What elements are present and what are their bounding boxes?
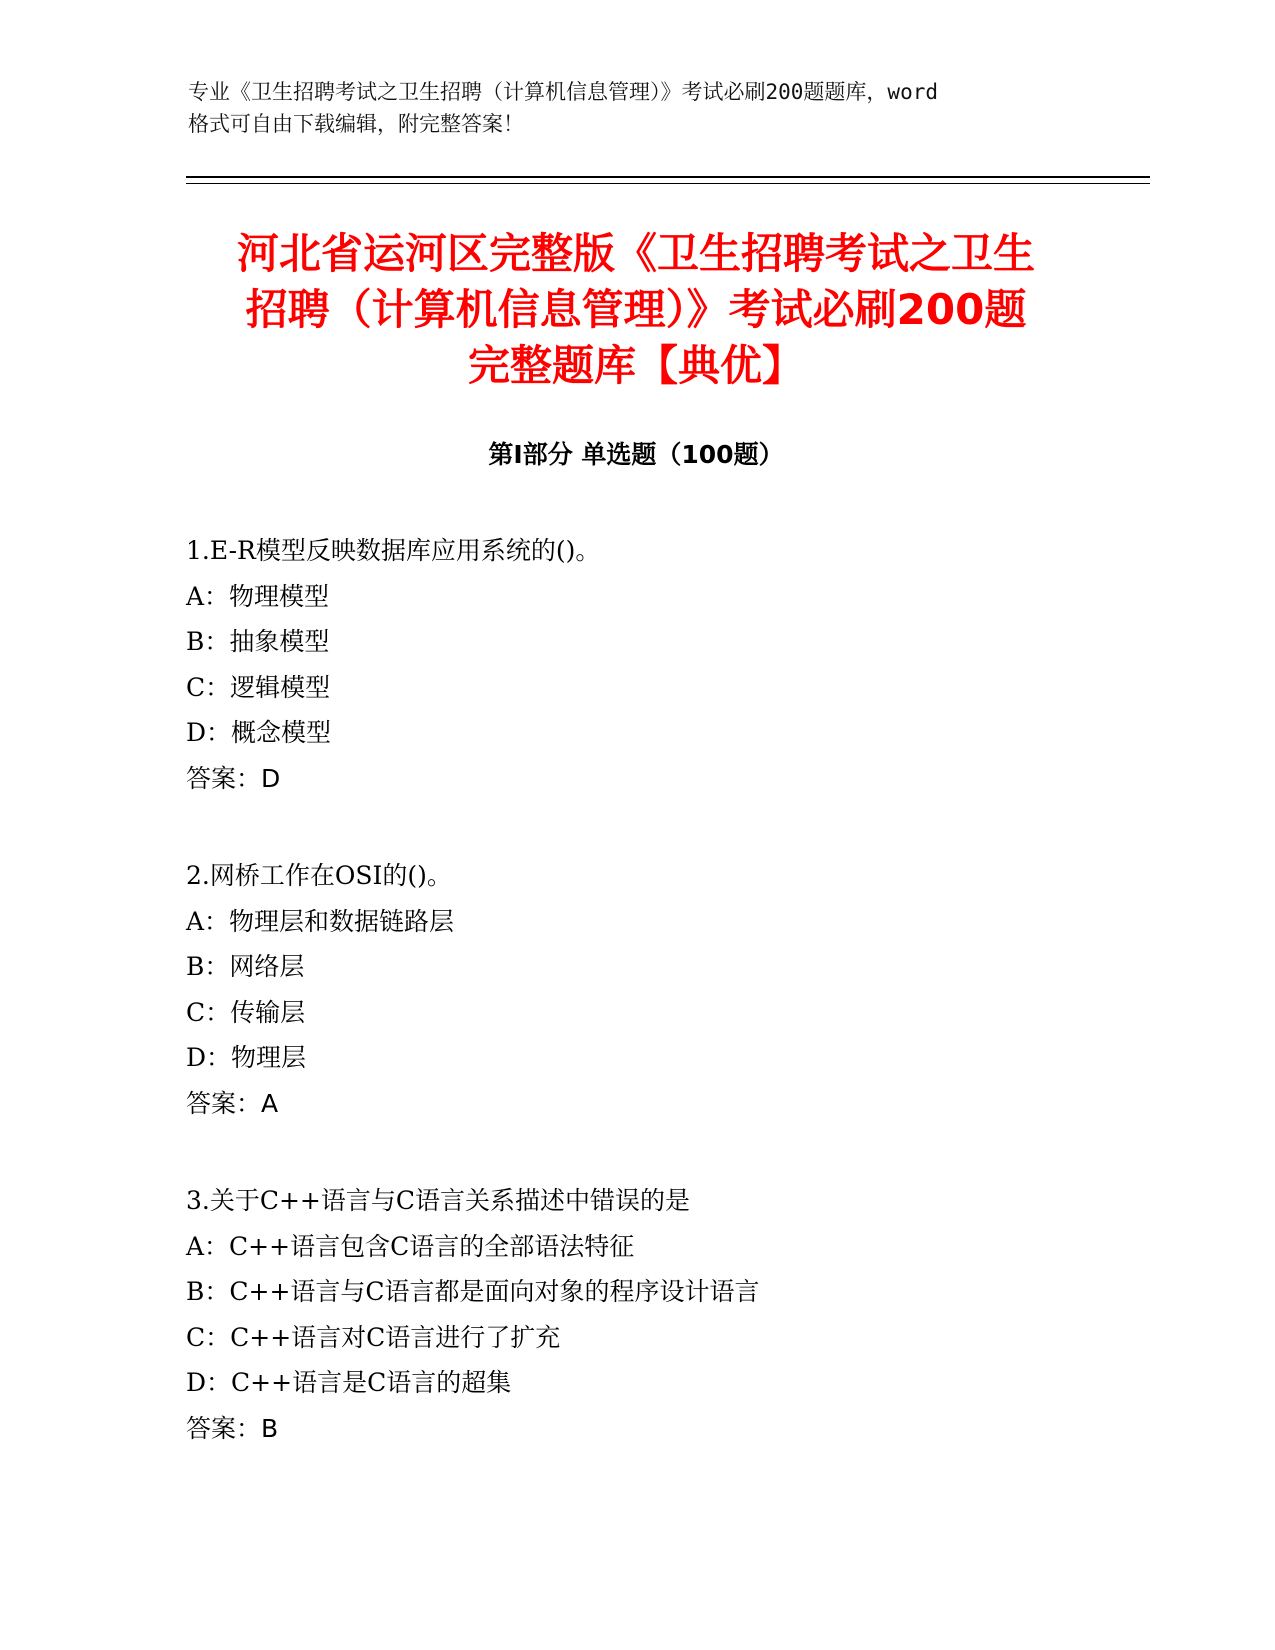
title-line-3: 完整题库【典优】 bbox=[467, 341, 804, 390]
question-1 bbox=[186, 528, 1086, 801]
option-a: A：物理层和数据链路层 bbox=[186, 906, 455, 936]
answer-line: 答案：B bbox=[186, 1413, 279, 1443]
option-d: D：概念模型 bbox=[186, 718, 332, 747]
title-line-2: 招聘（计算机信息管理）》考试必刷200题 bbox=[245, 285, 1027, 334]
option-b: B：抽象模型 bbox=[186, 627, 330, 656]
header-divider-thin bbox=[186, 183, 1150, 184]
header-divider-thick bbox=[186, 176, 1150, 178]
option-a: A：C++语言包含C语言的全部语法特征 bbox=[186, 1231, 635, 1261]
option-c: C：逻辑模型 bbox=[186, 672, 331, 702]
option-a: A：物理模型 bbox=[186, 581, 330, 611]
title-line-1: 河北省运河区完整版《卫生招聘考试之卫生 bbox=[236, 229, 1035, 278]
answer-line: 答案：A bbox=[186, 1088, 279, 1118]
option-b: B：网络层 bbox=[186, 952, 305, 981]
header-line-1: 专业《卫生招聘考试之卫生招聘（计算机信息管理）》考试必刷200题题库，word bbox=[188, 80, 938, 104]
question-stem: 3.关于C++语言与C语言关系描述中错误的是 bbox=[186, 1186, 691, 1215]
question-3 bbox=[186, 1178, 1086, 1451]
answer-line: 答案：D bbox=[186, 763, 281, 793]
option-d: D：C++语言是C语言的超集 bbox=[186, 1368, 512, 1397]
question-list bbox=[186, 528, 1086, 1503]
question-2 bbox=[186, 853, 1086, 1126]
page-title bbox=[186, 226, 1086, 394]
question-stem: 2.网桥工作在OSI的()。 bbox=[186, 861, 452, 890]
header-line-2: 格式可自由下载编辑，附完整答案！ bbox=[188, 112, 524, 136]
option-d: D：物理层 bbox=[186, 1043, 307, 1072]
option-b: B：C++语言与C语言都是面向对象的程序设计语言 bbox=[186, 1277, 760, 1306]
question-stem: 1.E-R模型反映数据库应用系统的()。 bbox=[186, 536, 601, 565]
document-header-note bbox=[188, 76, 1088, 140]
option-c: C：传输层 bbox=[186, 997, 306, 1027]
option-c: C：C++语言对C语言进行了扩充 bbox=[186, 1322, 561, 1352]
section-title: 第Ⅰ部分 单选题（100题） bbox=[488, 440, 784, 469]
